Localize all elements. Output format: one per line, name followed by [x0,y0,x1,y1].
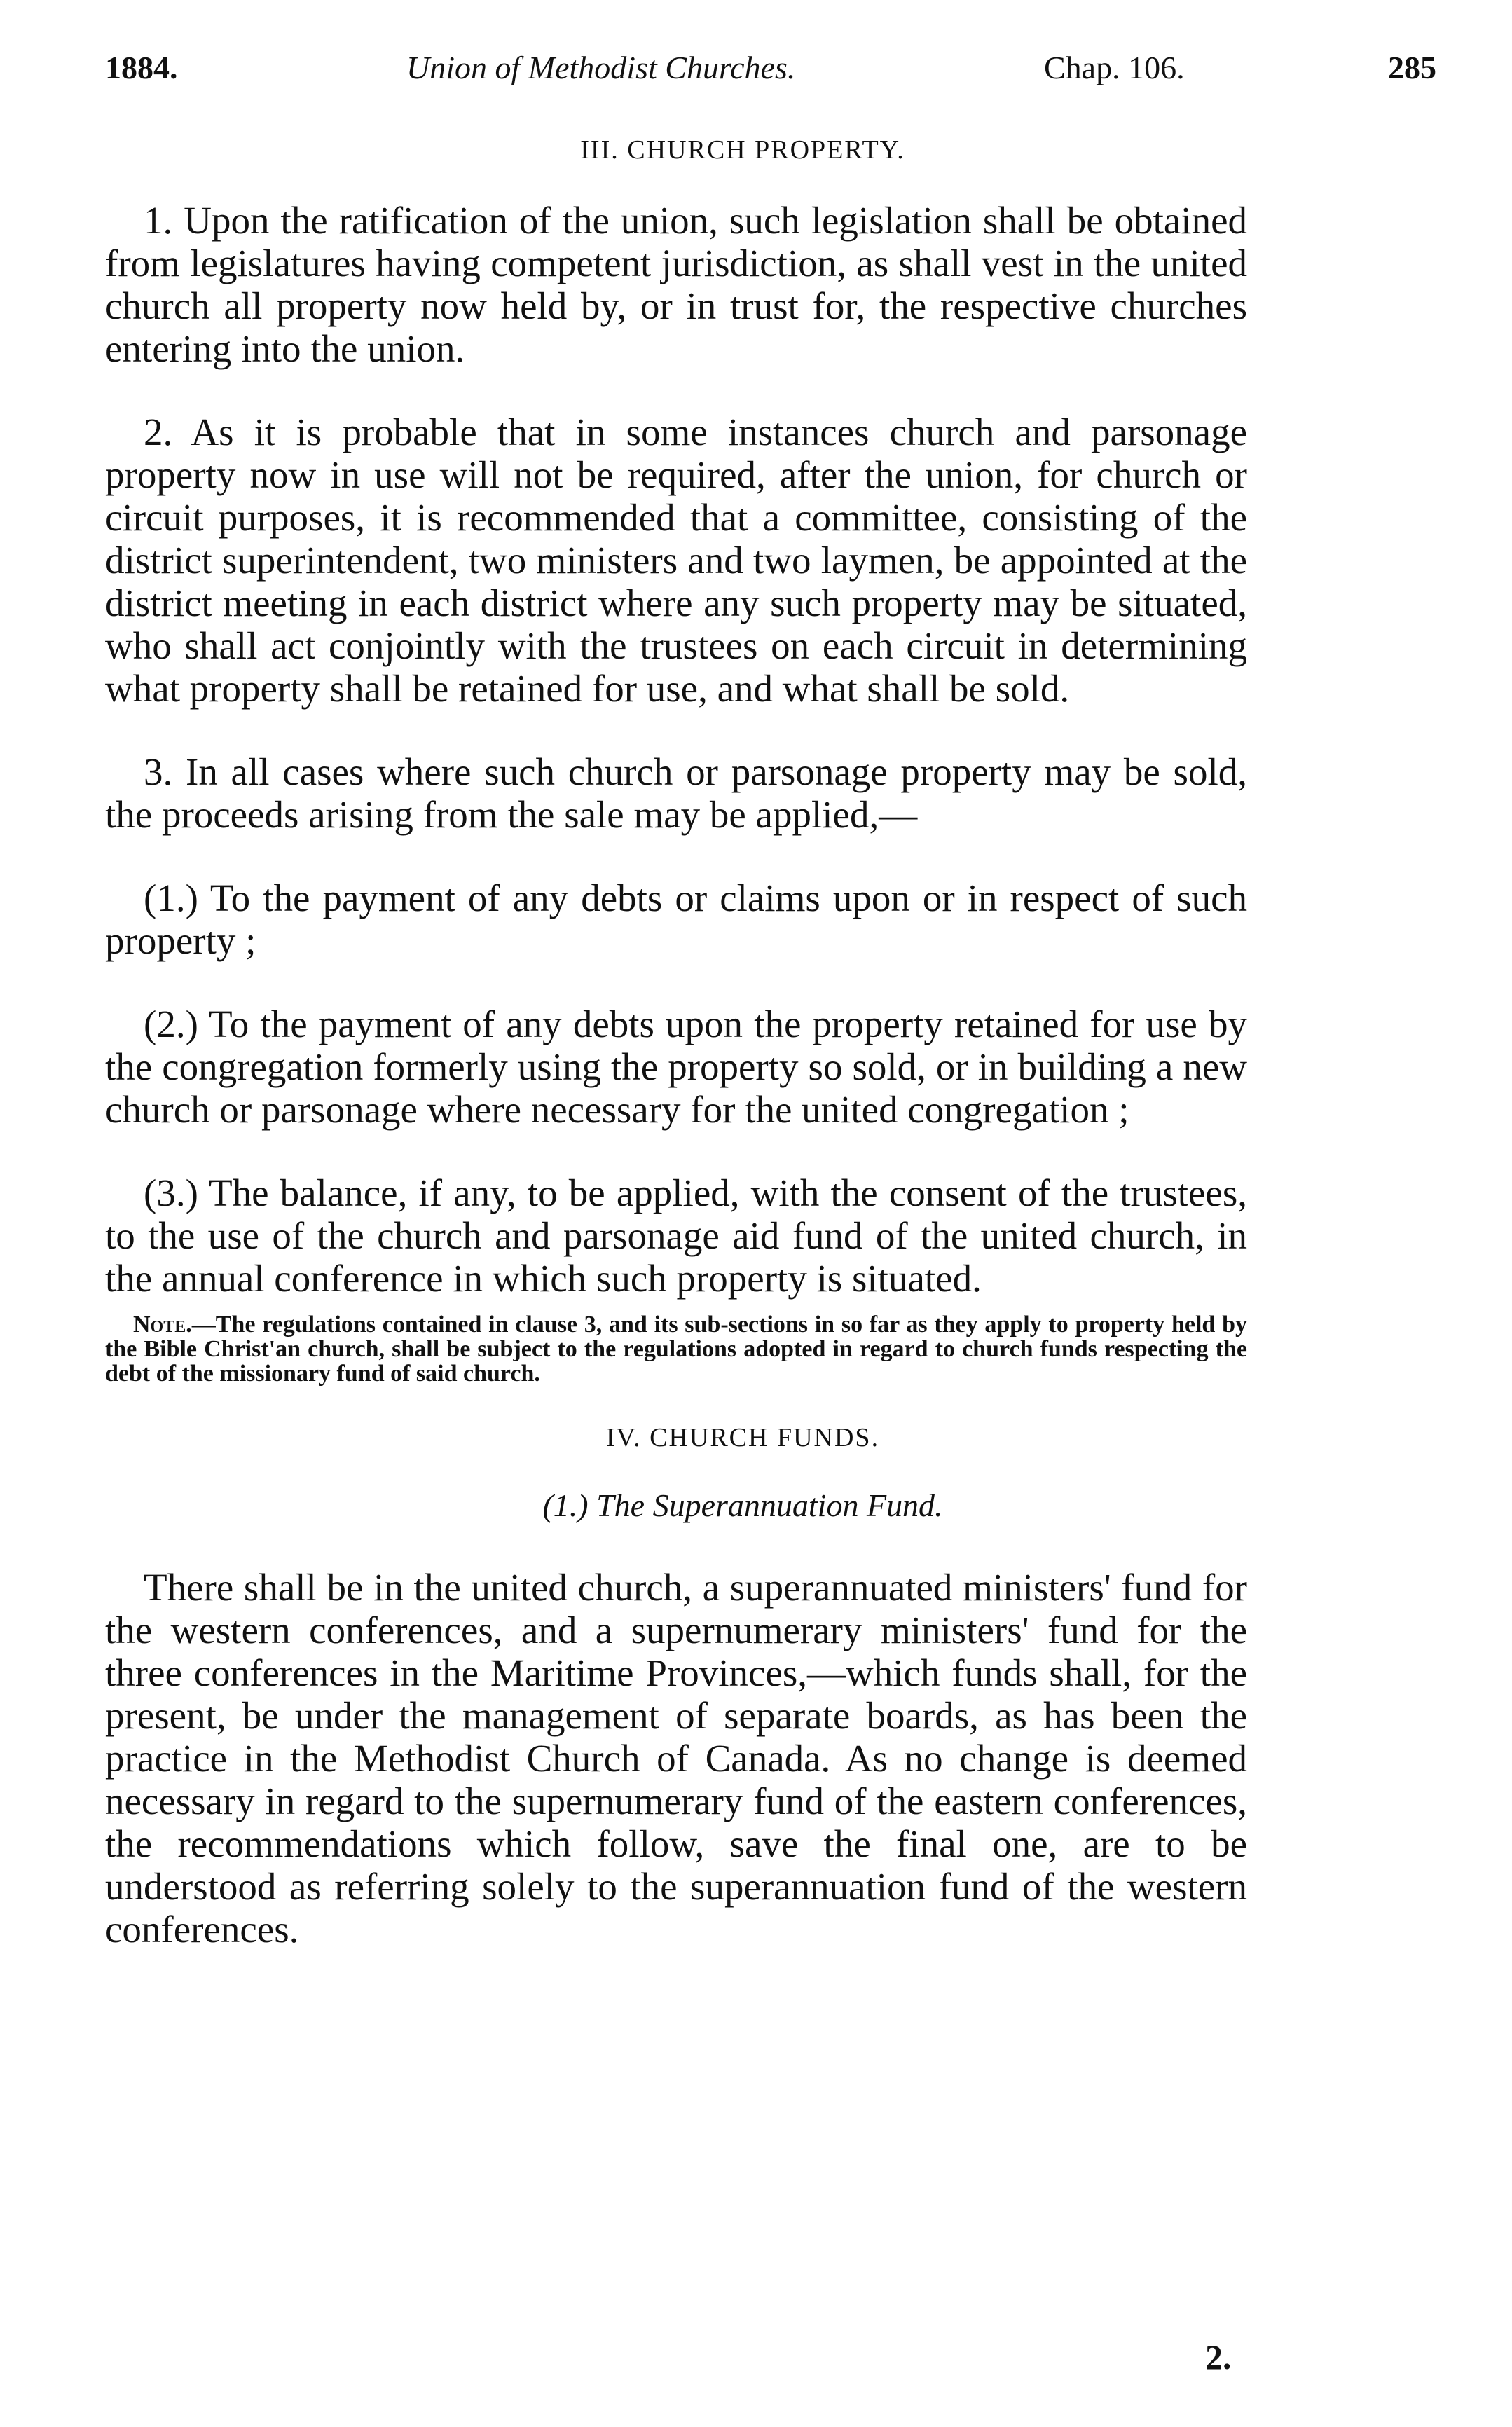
paragraph-2: 2. As it is probable that in some instances church and parsonage property now in use will not be required, after the union, for church or circuit purposes, it is recommended that a committee, consisting of the district superintendent, two ministers and two laymen, be appointed at the district meeting in each district where any such property may be situated, who shall act conjointly with the trustees on each circuit in determining what property shall be retained for use, and what shall be sold. [105,411,1247,710]
subsection-heading-superannuation-fund: (1.) The Superannuation Fund. [542,1487,943,1523]
subclause-2: (2.) To the payment of any debts upon the property retained for use by the congregation formerly using the property so sold, or in building a new church or parsonage where necessary for the united congregation ; [105,1003,1247,1131]
header-chapter: Chap. 106. [1044,50,1185,85]
section-heading-church-property: III. CHURCH PROPERTY. [580,135,905,165]
running-head [105,42,1436,98]
page [105,42,1436,1991]
page-number: 285 [1388,50,1436,85]
subclause-3: (3.) The balance, if any, to be applied, with the consent of the trustees, to the use of the church and parsonage aid fund of the united church, in the annual conference in which such property is situated. [105,1171,1247,1300]
note-label: Note. [133,1312,192,1338]
note-text: —The regulations contained in clause 3, and its sub-sections in so far as they apply to property held by the Bible Christ'an church, shall be subject to the regulations adopted in regard to church funds respecting the debt of the missionary fund of said church. [105,1312,1247,1387]
header-year: 1884. [105,50,178,85]
section-heading-church-funds: IV. CHURCH FUNDS. [605,1423,880,1452]
header-title: Union of Methodist Churches. [406,50,796,85]
paragraph-superannuation: There shall be in the united church, a superannuated ministers' fund for the western conferences, and a supernumerary ministers' fund for the three conferences in the Maritime Provinces,—which funds shall, for the present, be under the management of separate boards, as has been the practice in the Methodist Church of Canada. As no change is deemed necessary in regard to the supernumerary fund of the eastern conferences, the recommendations which follow, save the final one, are to be understood as referring solely to the superannuation fund of the western conferences. [105,1566,1247,1951]
paragraph-3: 3. In all cases where such church or parsonage property may be sold, the proceeds arising from the sale may be applied,— [105,750,1247,836]
paragraph-1: 1. Upon the ratification of the union, such legislation shall be obtained from legislatures having competent jurisdiction, as shall vest in the united church all property now held by, or in trust for, the respective churches entering into the union. [105,199,1247,370]
catchword: 2. [1205,2337,1232,2377]
subclause-1: (1.) To the payment of any debts or claims upon or in respect of such property ; [105,876,1247,962]
note [105,1312,1247,1386]
